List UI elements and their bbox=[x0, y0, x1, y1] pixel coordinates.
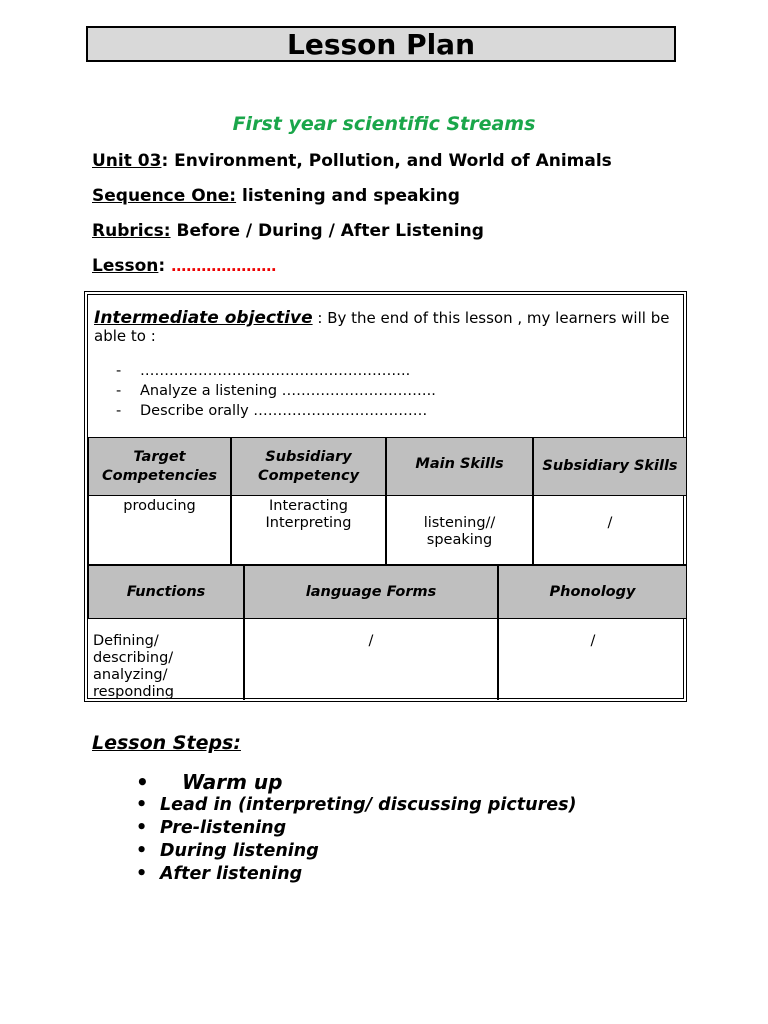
objective-item: - ……………………………………………….. bbox=[116, 363, 411, 379]
objective-list bbox=[116, 361, 436, 421]
objective-heading: Intermediate objective bbox=[94, 308, 313, 328]
cell-phonology: / bbox=[498, 618, 687, 700]
step-item: • During listening bbox=[136, 841, 319, 861]
lesson-line bbox=[92, 256, 276, 276]
sequence-value: listening and speaking bbox=[236, 186, 460, 206]
header-subsidiary-skills: Subsidiary Skills bbox=[533, 437, 687, 496]
sequence-line bbox=[92, 186, 460, 206]
header-subsidiary-competency: Subsidiary Competency bbox=[231, 437, 386, 496]
cell-functions: Defining/ describing/ analyzing/ responding bbox=[88, 618, 244, 700]
bullet-icon: • bbox=[136, 770, 149, 794]
unit-line bbox=[92, 151, 612, 171]
lesson-label: Lesson bbox=[92, 256, 159, 276]
objective-item: - Analyze a listening ………………………….. bbox=[116, 383, 436, 399]
sequence-label: Sequence One: bbox=[92, 186, 237, 206]
objective-paragraph bbox=[94, 309, 682, 345]
cell-language-forms: / bbox=[244, 618, 498, 700]
step-item: • Warm up bbox=[136, 770, 283, 794]
step-item: • After listening bbox=[136, 864, 303, 884]
lesson-steps-title: Lesson Steps: bbox=[92, 732, 241, 754]
lesson-table-frame bbox=[84, 291, 687, 702]
unit-label: Unit 03 bbox=[92, 151, 162, 171]
subtitle: First year scientific Streams bbox=[232, 113, 536, 135]
lesson-steps-list bbox=[136, 770, 577, 886]
bullet-icon: • bbox=[136, 795, 148, 815]
unit-value: : Environment, Pollution, and World of Animals bbox=[161, 151, 612, 171]
lesson-table-inner bbox=[87, 294, 684, 699]
header-functions: Functions bbox=[88, 565, 244, 619]
cell-subsidiary-competency: Interacting Interpreting bbox=[231, 495, 386, 565]
step-item: • Lead in (interpreting/ discussing pictures) bbox=[136, 795, 577, 815]
bullet-icon: • bbox=[136, 818, 148, 838]
cell-main-skills: listening// speaking bbox=[386, 495, 533, 565]
rubrics-value: Before / During / After Listening bbox=[170, 221, 484, 241]
rubrics-label: Rubrics: bbox=[92, 221, 171, 241]
cell-subsidiary-skills: / bbox=[533, 495, 687, 565]
header-phonology: Phonology bbox=[498, 565, 687, 619]
lesson-dots: ………………… bbox=[171, 257, 277, 275]
lesson-colon: : bbox=[158, 256, 166, 276]
header-main-skills: Main Skills bbox=[386, 437, 533, 496]
header-language-forms: language Forms bbox=[244, 565, 498, 619]
header-target-competencies: Target Competencies bbox=[88, 437, 231, 496]
bullet-icon: • bbox=[136, 864, 148, 884]
rubrics-line bbox=[92, 221, 484, 241]
bullet-icon: • bbox=[136, 841, 148, 861]
step-item: • Pre-listening bbox=[136, 818, 287, 838]
page-title: Lesson Plan bbox=[86, 26, 676, 62]
objective-item: - Describe orally ……………………………… bbox=[116, 403, 428, 419]
cell-target-competencies: producing bbox=[88, 495, 231, 565]
objective-text: : By the end of this lesson , my learners will be able to : bbox=[94, 309, 670, 345]
